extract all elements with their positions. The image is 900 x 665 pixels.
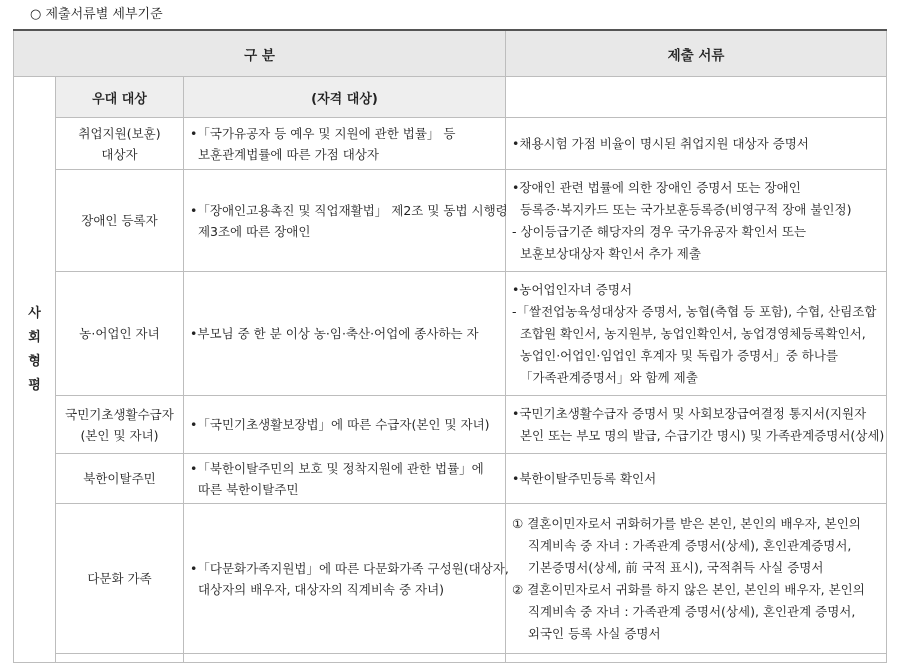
- documents-cell: ① 결혼이민자로서 귀화허가를 받은 본인, 본인의 배우자, 본인의 직계비속 중 자녀 : 가족관계 증명서(상세), 혼인관계증명서, 기본증명서(상세, 前 국적 표시), 국적취득 사실 증명서 ② 결혼이민자로서 귀화를 하지 않은 본인, 본인의 배우자, 본인의 직계비속 중 자녀 : 가족관계 증명서(상세), 혼인관계 증명서, 외국인 등록 사실 증명서: [506, 504, 887, 654]
- qualification-cell: •「북한이탈주민의 보호 및 정착지원에 관한 법률」에 따른 북한이탈주민: [184, 454, 506, 504]
- header-row: [14, 30, 887, 77]
- subheader-blank: [506, 77, 887, 118]
- qualification-cell: •「다문화가족지원법」에 따른 다문화가족 구성원(대상자, 대상자의 배우자, 대상자의 직계비속 중 자녀): [184, 504, 506, 654]
- header-docs-cell: 제출 서류: [506, 30, 887, 77]
- category-char: 평: [28, 377, 41, 393]
- document-criteria-table: [13, 29, 887, 663]
- subheader-qual: (자격 대상): [184, 77, 506, 118]
- section-heading: ○ 제출서류별 세부기준: [30, 7, 163, 22]
- table-row: [14, 272, 887, 396]
- category-char: 사: [28, 305, 41, 321]
- subheader-target: 우대 대상: [56, 77, 184, 118]
- target-cell: 국민기초생활수급자 (본인 및 자녀): [56, 396, 184, 454]
- documents-cell: •북한이탈주민등록 확인서: [506, 454, 887, 504]
- subheader-row: [14, 77, 887, 118]
- category-char: 형: [28, 353, 41, 369]
- table-row: [14, 118, 887, 170]
- target-cell: 장애인 등록자: [56, 170, 184, 272]
- documents-cell: •채용시험 가점 비율이 명시된 취업지원 대상자 증명서: [506, 118, 887, 170]
- table-row: [14, 654, 887, 663]
- target-cell: 농·어업인 자녀: [56, 272, 184, 396]
- category-char: 회: [28, 329, 41, 345]
- qualification-cell: •「국민기초생활보장법」에 따른 수급자(본인 및 자녀): [184, 396, 506, 454]
- header-group-cell: 구 분: [14, 30, 506, 77]
- target-cell: [56, 654, 184, 663]
- documents-cell: [506, 654, 887, 663]
- category-cell: [14, 77, 56, 663]
- table-row: [14, 396, 887, 454]
- table-row: [14, 504, 887, 654]
- qualification-cell: •「국가유공자 등 예우 및 지원에 관한 법률」 등 보훈관계법률에 따른 가점 대상자: [184, 118, 506, 170]
- table-row: [14, 454, 887, 504]
- target-cell: 북한이탈주민: [56, 454, 184, 504]
- target-cell: 취업지원(보훈) 대상자: [56, 118, 184, 170]
- table-row: [14, 170, 887, 272]
- documents-cell: •장애인 관련 법률에 의한 장애인 증명서 또는 장애인 등록증·복지카드 또는 국가보훈등록증(비영구적 장애 불인정) - 상이등급기준 해당자의 경우 국가유공자 확인서 또는 보훈보상대상자 확인서 추가 제출: [506, 170, 887, 272]
- documents-cell: •농어업인자녀 증명서 -「쌀전업농육성대상자 증명서, 농협(축협 등 포함), 수협, 산림조합 조합원 확인서, 농지원부, 농업인확인서, 농업경영체등록확인서, 농업인·어업인·임업인 후계자 및 독립가 증명서」중 하나를 「가족관계증명서」와 함께 제출: [506, 272, 887, 396]
- qualification-cell: •부모님 중 한 분 이상 농·임·축산·어업에 종사하는 자: [184, 272, 506, 396]
- qualification-cell: [184, 654, 506, 663]
- target-cell: 다문화 가족: [56, 504, 184, 654]
- qualification-cell: •「장애인고용촉진 및 직업재활법」 제2조 및 동법 시행령 제3조에 따른 장애인: [184, 170, 506, 272]
- documents-cell: •국민기초생활수급자 증명서 및 사회보장급여결정 통지서(지원자 본인 또는 부모 명의 발급, 수급기간 명시) 및 가족관계증명서(상세): [506, 396, 887, 454]
